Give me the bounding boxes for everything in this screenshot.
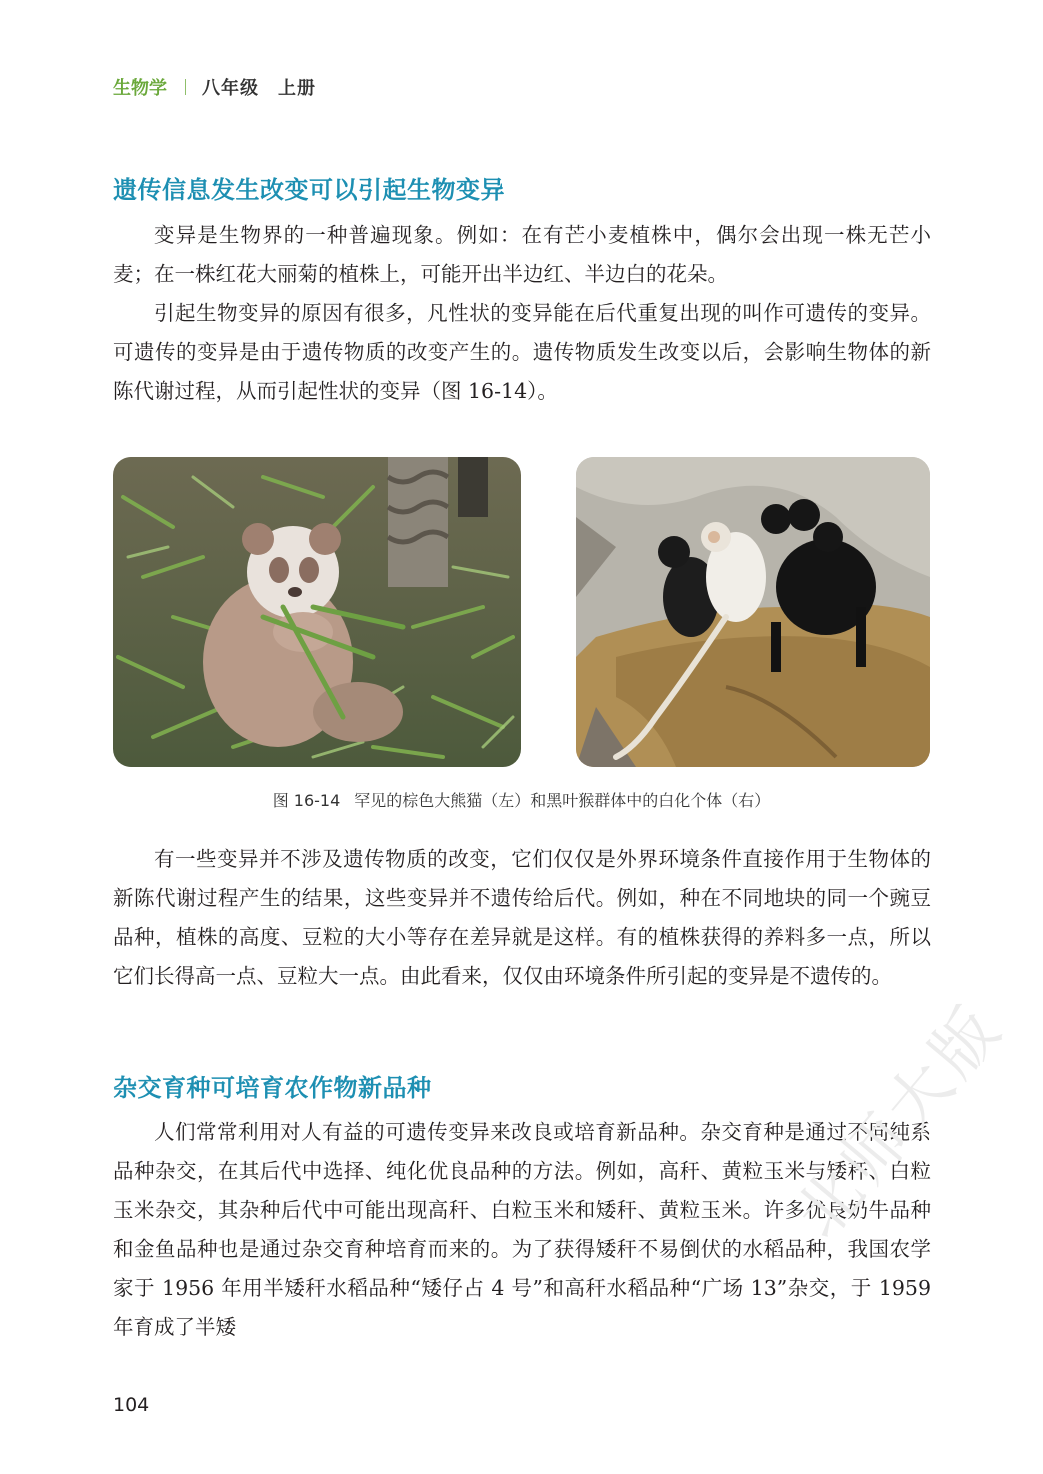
brown-panda-photo <box>113 457 521 767</box>
header-divider <box>185 79 186 95</box>
figure-caption <box>0 788 1043 811</box>
section-heading-variation: 遗传信息发生改变可以引起生物变异 <box>113 176 505 204</box>
page-number: 104 <box>113 1394 150 1416</box>
figure-number: 图 16-14 <box>272 791 341 810</box>
subject-label: 生物学 <box>113 78 167 99</box>
paragraph-nonheritable-variation: 有一些变异并不涉及遗传物质的改变，它们仅仅是外界环境条件直接作用于生物体的新陈代谢过程产生的结果，这些变异并不遗传给后代。例如，种在不同地块的同一个豌豆品种，植株的高度、豆粒的大小等存在差异就是这样。有的植株获得的养料多一点，所以它们长得高一点、豆粒大一点。由此看来，仅仅由环境条件所引起的变异是不遗传的。 <box>113 847 931 988</box>
figure-caption-text: 罕见的棕色大熊猫（左）和黑叶猴群体中的白化个体（右） <box>354 791 771 810</box>
section-heading-hybrid-breeding: 杂交育种可培育农作物新品种 <box>113 1074 432 1102</box>
grade-label: 八年级 上册 <box>202 78 316 99</box>
white-langur-photo <box>576 457 930 767</box>
paragraph-hybrid-breeding: 人们常常利用对人有益的可遗传变异来改良或培育新品种。杂交育种是通过不同纯系品种杂交，在其后代中选择、纯化优良品种的方法。例如，高秆、黄粒玉米与矮秆、白粒玉米杂交，其杂种后代中可能出现高秆、白粒玉米和矮秆、黄粒玉米。许多优良奶牛品种和金鱼品种也是通过杂交育种培育而来的。为了获得矮秆不易倒伏的水稻品种，我国农学家于 1956 年用半矮秆水稻品种“矮仔占 4 号”和高秆水稻品种“广场 13”杂交，于 1959 年育成了半矮 <box>113 1120 931 1339</box>
running-header <box>113 74 316 100</box>
paragraph-variation-intro: 变异是生物界的一种普遍现象。例如：在有芒小麦植株中，偶尔会出现一株无芒小麦；在一株红花大丽菊的植株上，可能开出半边红、半边白的花朵。 <box>113 223 931 286</box>
paragraph-heritable-variation: 引起生物变异的原因有很多，凡性状的变异能在后代重复出现的叫作可遗传的变异。可遗传的变异是由于遗传物质的改变产生的。遗传物质发生改变以后，会影响生物体的新陈代谢过程，从而引起性状的变异（图 16-14）。 <box>113 301 931 403</box>
publisher-watermark: 北师大版 <box>781 990 1019 1253</box>
